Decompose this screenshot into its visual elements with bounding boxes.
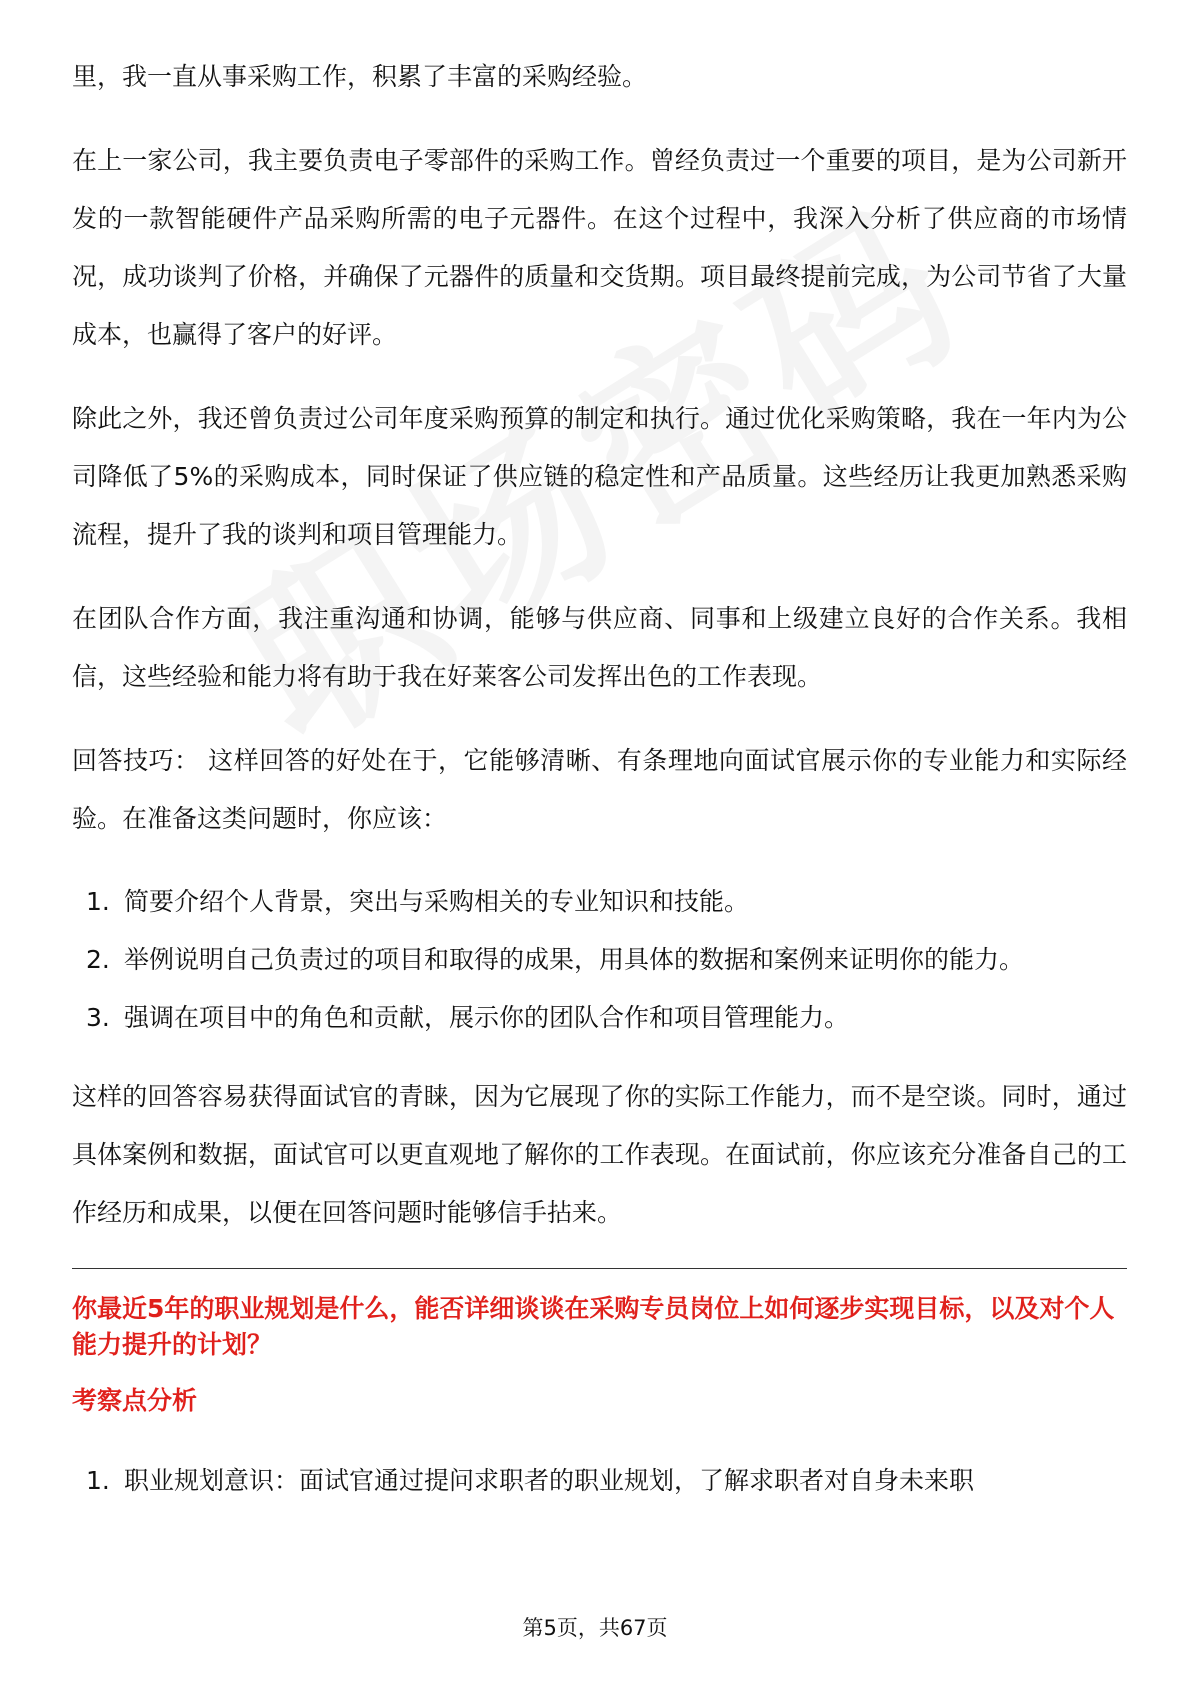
section-divider xyxy=(72,1268,1127,1269)
list-item-text: 强调在项目中的角色和贡献，展示你的团队合作和项目管理能力。 xyxy=(124,1003,850,1032)
list-number: 2. xyxy=(86,945,110,974)
paragraph: 在团队合作方面，我注重沟通和协调，能够与供应商、同事和上级建立良好的合作关系。我相信，这些经验和能力将有助于我在好莱客公司发挥出色的工作表现。 xyxy=(72,604,1127,691)
document-body xyxy=(72,48,1127,1531)
list-item-text: 职业规划意识：面试官通过提问求职者的职业规划，了解求职者对自身未来职 xyxy=(124,1466,975,1495)
list-item xyxy=(72,1453,1127,1509)
page-number: 第5页，共67页 xyxy=(522,1616,668,1640)
list-item xyxy=(72,932,1127,988)
answer-tips-intro: 回答技巧： 这样回答的好处在于，它能够清晰、有条理地向面试官展示你的专业能力和实际经验。在准备这类问题时，你应该： xyxy=(72,746,1127,833)
list-item-text: 举例说明自己负责过的项目和取得的成果，用具体的数据和案例来证明你的能力。 xyxy=(124,945,1025,974)
interview-question: 你最近5年的职业规划是什么，能否详细谈谈在采购专员岗位上如何逐步实现目标，以及对个人能力提升的计划？ xyxy=(72,1294,1115,1359)
list-number: 3. xyxy=(86,1003,110,1032)
section-title: 考察点分析 xyxy=(72,1386,198,1415)
list-number: 1. xyxy=(86,1466,110,1495)
paragraph: 除此之外，我还曾负责过公司年度采购预算的制定和执行。通过优化采购策略，我在一年内为公司降低了5%的采购成本，同时保证了供应链的稳定性和产品质量。这些经历让我更加熟悉采购流程，提升了我的谈判和项目管理能力。 xyxy=(72,404,1127,549)
list-number: 1. xyxy=(86,887,110,916)
closing-paragraph: 这样的回答容易获得面试官的青睐，因为它展现了你的实际工作能力，而不是空谈。同时，通过具体案例和数据，面试官可以更直观地了解你的工作表现。在面试前，你应该充分准备自己的工作经历和成果，以便在回答问题时能够信手拈来。 xyxy=(72,1082,1127,1227)
tips-list xyxy=(72,874,1127,1046)
list-item-text: 简要介绍个人背景，突出与采购相关的专业知识和技能。 xyxy=(124,887,750,916)
analysis-list xyxy=(72,1453,1127,1509)
paragraph: 里，我一直从事采购工作，积累了丰富的采购经验。 xyxy=(72,62,648,91)
list-item xyxy=(72,990,1127,1046)
paragraph: 在上一家公司，我主要负责电子零部件的采购工作。曾经负责过一个重要的项目，是为公司新开发的一款智能硬件产品采购所需的电子元器件。在这个过程中，我深入分析了供应商的市场情况，成功谈判了价格，并确保了元器件的质量和交货期。项目最终提前完成，为公司节省了大量成本，也赢得了客户的好评。 xyxy=(72,146,1127,349)
list-item xyxy=(72,874,1127,930)
